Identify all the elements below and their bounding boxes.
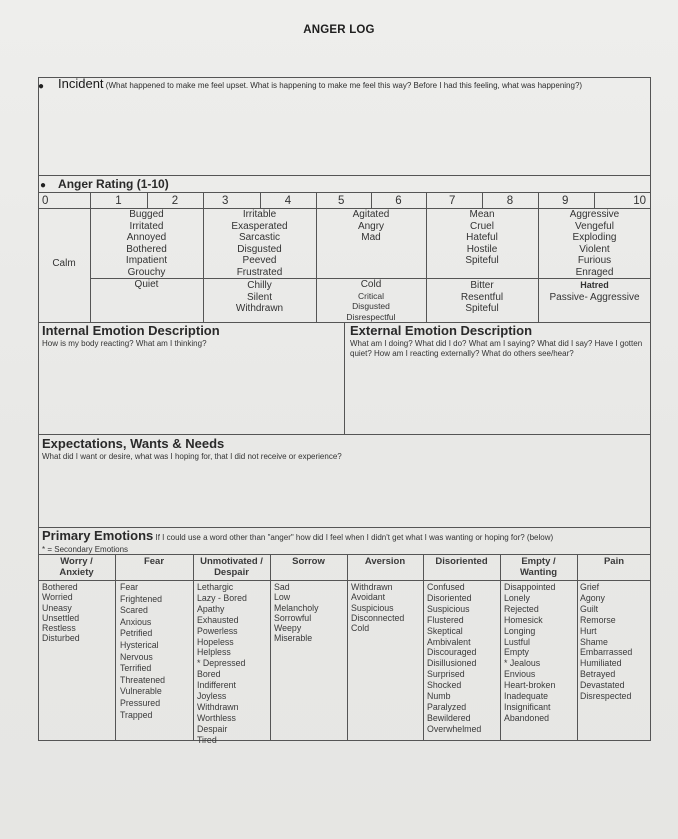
emotion-item: Discouraged	[427, 647, 477, 658]
divider	[347, 554, 348, 741]
column-header-empty-wanting: Empty / Wanting	[519, 556, 558, 578]
column-header-worry-anxiety: Worry / Anxiety	[59, 556, 94, 578]
emotion-item: Scared	[120, 605, 148, 616]
emotion-item: Anxious	[120, 616, 152, 627]
emotion-word: Cruel	[470, 220, 494, 232]
internal-prompt: How is my body reacting? What am I thinking?	[42, 339, 207, 348]
emotion-item: Hopeless	[197, 636, 234, 647]
emotion-item: Sorrowful	[274, 612, 312, 623]
emotion-item: Petrified	[120, 628, 153, 639]
emotion-item: Guilt	[580, 603, 599, 614]
emotion-list-disoriented	[427, 582, 481, 735]
secondary-emotions-legend: * = Secondary Emotions	[42, 545, 129, 554]
emotion-word: Passive- Aggressive	[549, 291, 640, 303]
divider	[577, 554, 578, 741]
emotion-word: Impatient	[125, 255, 168, 266]
emotion-word: Disrespectful	[346, 311, 396, 322]
column-header-pain: Pain	[603, 556, 625, 567]
divider	[38, 175, 651, 176]
anger-rating-heading	[40, 177, 169, 191]
divider	[115, 554, 116, 741]
emotion-item: Disrespected	[580, 691, 632, 702]
emotion-item: Ambivalent	[427, 636, 471, 647]
rating-6[interactable]: 6	[395, 195, 402, 207]
emotion-list-sorrow	[274, 582, 319, 644]
rating-group-7-8-secondary	[426, 280, 538, 315]
emotion-word: Hostile	[466, 243, 498, 255]
rating-5[interactable]: 5	[338, 195, 345, 207]
emotion-word: Disgusted	[237, 243, 282, 255]
emotion-item: Weepy	[274, 623, 302, 634]
emotion-item: Remorse	[580, 614, 616, 625]
emotion-item: Low	[274, 592, 291, 603]
emotion-item: Insignificant	[504, 701, 551, 712]
emotion-word: Enraged	[575, 266, 614, 278]
emotion-item: Suspicious	[351, 602, 394, 613]
emotion-item: Numb	[427, 691, 451, 702]
emotion-item: Lustful	[504, 636, 530, 647]
emotion-item: Exhausted	[197, 614, 239, 625]
column-header-aversion: Aversion	[364, 556, 406, 567]
emotion-item: Miserable	[274, 633, 313, 644]
emotion-item: Hysterical	[120, 639, 159, 650]
emotion-item: Surprised	[427, 669, 465, 680]
bullet-icon: ●	[38, 81, 45, 92]
emotion-item: Hurt	[580, 625, 597, 636]
primary-emotions-prompt: If I could use a word other than "anger" how did I feel when I didn't get what I was wanting or hoping for? (below)	[155, 533, 554, 542]
emotion-item: Pressured	[120, 697, 161, 708]
emotion-item: Vulnerable	[120, 686, 162, 697]
emotion-item: Agony	[580, 592, 605, 603]
divider	[38, 554, 651, 555]
emotion-item: Overwhelmed	[427, 723, 482, 734]
emotion-item: Homesick	[504, 614, 543, 625]
emotion-word: Mean	[469, 209, 495, 220]
external-prompt: What am I doing? What did I do? What am I saying? What did I say? Have I gotten quiet? How am I reacting externally? What do others see/hear?	[350, 339, 643, 358]
expectations-section[interactable]	[42, 436, 642, 462]
emotion-item: Flustered	[427, 614, 464, 625]
emotion-item: Heart-broken	[504, 680, 556, 691]
divider	[344, 322, 345, 434]
emotion-item: Worthless	[197, 712, 236, 723]
emotion-item: Withdrawn	[197, 701, 239, 712]
emotion-item: Bored	[197, 669, 221, 680]
emotion-item: Apathy	[197, 603, 225, 614]
external-emotion-section[interactable]	[350, 323, 646, 359]
rating-group-9-10-primary	[538, 209, 651, 278]
rating-group-5-6-secondary	[316, 280, 426, 322]
emotion-word: Angry	[357, 220, 385, 232]
emotion-item: Withdrawn	[351, 582, 393, 592]
emotion-word: Exasperated	[231, 220, 288, 232]
divider	[500, 554, 501, 741]
emotion-word: Vengeful	[575, 220, 614, 232]
emotion-word: Agitated	[352, 209, 390, 220]
rating-group-9-10-secondary	[538, 280, 651, 303]
emotion-word: Withdrawn	[235, 303, 284, 314]
emotion-item: Helpless	[197, 647, 231, 658]
emotion-word: Chilly	[247, 280, 272, 291]
emotion-item: Worried	[42, 592, 73, 603]
emotion-item: Bothered	[42, 582, 78, 592]
emotion-word: Grouchy	[127, 266, 166, 278]
emotion-list-empty-wanting	[504, 582, 555, 724]
emotion-word: Resentful	[460, 291, 504, 303]
emotion-item: Indifferent	[197, 680, 236, 691]
emotion-item: * Jealous	[504, 658, 541, 669]
emotion-item: Trapped	[120, 709, 153, 720]
expectations-prompt: What did I want or desire, what was I hoping for, that I did not receive or experience?	[42, 452, 342, 461]
divider	[423, 554, 424, 741]
rating-8[interactable]: 8	[506, 195, 514, 207]
emotion-item: Inadequate	[504, 691, 549, 702]
rating-9[interactable]: 9	[562, 195, 569, 207]
divider	[193, 554, 194, 741]
emotion-word: Spiteful	[465, 255, 499, 266]
emotion-item: Bewildered	[427, 712, 471, 723]
rating-group-1-2-primary	[90, 209, 203, 278]
emotion-item: Grief	[580, 582, 600, 592]
emotion-item: Confused	[427, 582, 465, 592]
rating-10[interactable]: 10	[633, 195, 646, 207]
emotion-item: Restless	[42, 623, 76, 634]
emotion-item: Threatened	[120, 674, 165, 685]
rating-4[interactable]: 4	[284, 195, 292, 207]
emotion-word: Bitter	[470, 280, 494, 291]
emotion-item: Cold	[351, 623, 370, 634]
emotion-item: Melancholy	[274, 602, 319, 613]
emotion-word: Aggressive	[569, 209, 620, 220]
emotion-word: Frustrated	[236, 266, 283, 278]
column-header-fear: Fear	[143, 556, 165, 567]
emotion-item: Disoriented	[427, 592, 472, 603]
emotion-item: Shame	[580, 636, 608, 647]
expectations-heading: Expectations, Wants & Needs	[42, 436, 225, 451]
incident-header	[58, 76, 628, 91]
rating-0[interactable]: 0	[42, 195, 49, 207]
emotion-word: Exploding	[572, 232, 617, 243]
rating-1[interactable]: 1	[115, 195, 122, 207]
emotion-word: Bugged	[129, 209, 164, 220]
emotion-word: Irritable	[242, 209, 277, 220]
emotion-item: Nervous	[120, 651, 153, 662]
emotion-list-worry-anxiety	[42, 582, 80, 644]
emotion-item: Joyless	[197, 691, 227, 702]
rating-group-5-6-primary	[316, 209, 426, 244]
incident-heading: Incident	[58, 76, 104, 91]
emotion-word: Quiet	[134, 279, 159, 290]
emotion-word: Violent	[579, 243, 610, 255]
emotion-item: Disappointed	[504, 582, 556, 592]
rating-group-3-4-primary	[203, 209, 316, 278]
emotion-item: Uneasy	[42, 602, 72, 613]
emotion-list-pain	[580, 582, 632, 702]
emotion-list-unmotivated-despair	[197, 582, 247, 746]
divider	[38, 580, 651, 581]
emotion-item: Longing	[504, 625, 536, 636]
emotion-item: Terrified	[120, 663, 152, 674]
emotion-word: Bothered	[126, 243, 167, 255]
emotion-item: Disturbed	[42, 633, 80, 644]
emotion-word: Furious	[577, 255, 612, 266]
incident-prompt: (What happened to make me feel upset. What is happening to make me feel this way? Before I had this feeling, what was happening?)	[105, 81, 583, 90]
emotion-item: Disillusioned	[427, 658, 477, 669]
emotion-item: Unsettled	[42, 612, 80, 623]
emotion-item: Paralyzed	[427, 701, 467, 712]
rating-7[interactable]: 7	[449, 195, 456, 207]
page-title: ANGER LOG	[303, 24, 375, 36]
emotion-item: Tired	[197, 734, 217, 745]
column-header-disoriented: Disoriented	[435, 556, 488, 567]
emotion-item: Envious	[504, 669, 536, 680]
emotion-item: * Depressed	[197, 658, 246, 669]
emotion-item: Empty	[504, 647, 529, 658]
divider	[38, 434, 651, 435]
emotion-item: Disconnected	[351, 612, 405, 623]
emotion-item: Humiliated	[580, 658, 622, 669]
emotion-list-aversion	[351, 582, 404, 633]
emotion-word: Annoyed	[126, 232, 167, 243]
emotion-item: Embarrassed	[580, 647, 633, 658]
emotion-word: Sarcastic	[238, 232, 281, 243]
column-header-unmotivated-despair: Unmotivated / Despair	[200, 556, 263, 578]
bullet-icon: ●	[40, 180, 47, 191]
emotion-list-fear	[120, 582, 165, 721]
emotion-word: Critical	[358, 290, 384, 301]
emotion-item: Shocked	[427, 680, 462, 691]
emotion-word: Peeved	[242, 255, 277, 266]
emotion-item: Powerless	[197, 625, 238, 636]
divider	[270, 554, 271, 741]
emotion-item: Devastated	[580, 680, 625, 691]
emotion-item: Fear	[120, 582, 139, 592]
anger-rating-title: Anger Rating (1-10)	[58, 177, 169, 191]
internal-emotion-section[interactable]	[42, 323, 340, 349]
emotion-word: Irritated	[129, 220, 164, 232]
external-heading: External Emotion Description	[350, 323, 533, 338]
rating-group-7-8-primary	[426, 209, 538, 267]
rating-3[interactable]: 3	[222, 195, 229, 207]
emotion-word: Hateful	[466, 232, 498, 243]
emotion-item: Abandoned	[504, 712, 550, 723]
emotion-word: Disgusted	[352, 301, 390, 311]
rating-group-0-words	[38, 258, 90, 270]
emotion-item: Rejected	[504, 603, 539, 614]
emotion-item: Avoidant	[351, 592, 386, 603]
emotion-word: Hatred	[580, 280, 609, 290]
emotion-item: Sad	[274, 582, 290, 592]
rating-2[interactable]: 2	[171, 195, 179, 207]
primary-emotions-header	[42, 528, 647, 543]
rating-group-3-4-secondary	[203, 280, 316, 315]
emotion-item: Betrayed	[580, 669, 616, 680]
emotion-item: Despair	[197, 723, 228, 734]
emotion-item: Lethargic	[197, 582, 234, 592]
emotion-word: Calm	[52, 258, 76, 269]
primary-emotions-heading: Primary Emotions	[42, 528, 154, 543]
emotion-word: Silent	[246, 291, 272, 303]
emotion-item: Suspicious	[427, 603, 470, 614]
emotion-item: Lazy - Bored	[197, 592, 247, 603]
emotion-word: Spiteful	[465, 303, 499, 314]
emotion-item: Skeptical	[427, 625, 463, 636]
emotion-item: Frightened	[120, 593, 163, 604]
emotion-word: Mad	[361, 232, 381, 243]
rating-group-1-2-secondary	[90, 279, 203, 291]
internal-heading: Internal Emotion Description	[42, 323, 220, 338]
emotion-item: Lonely	[504, 592, 530, 603]
emotion-word: Cold	[360, 279, 382, 290]
column-header-sorrow: Sorrow	[292, 556, 325, 567]
divider	[38, 192, 651, 193]
